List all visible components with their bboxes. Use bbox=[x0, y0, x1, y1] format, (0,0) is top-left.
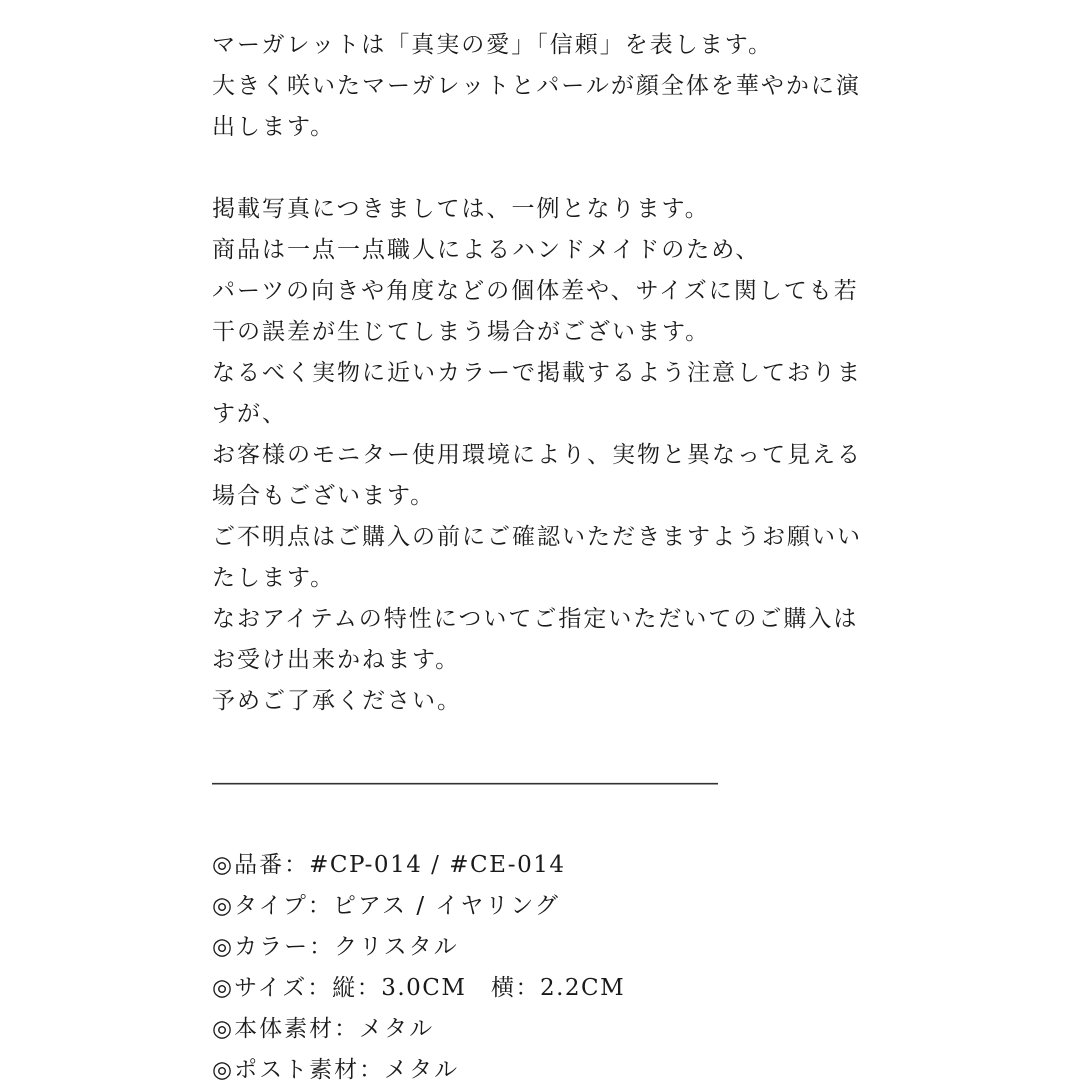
text-line: お受け出来かねます。 bbox=[212, 647, 461, 673]
text-line: 商品は一点一点職人によるハンドメイドのため、 bbox=[212, 237, 761, 263]
spec-label: ◎品番： bbox=[212, 852, 310, 878]
text-line: ご不明点はご購入の前にご確認いただきますようお願いい bbox=[212, 524, 862, 550]
text-line: マーガレットは「真実の愛」「信頼」を表します。 bbox=[212, 32, 773, 58]
spec-item-size bbox=[212, 968, 872, 1009]
text-line: なおアイテムの特性についてご指定いただいてのご購入は bbox=[212, 606, 859, 632]
text-line: パーツの向きや角度などの個体差や、サイズに関しても若 bbox=[212, 278, 859, 304]
spec-item-body-material bbox=[212, 1009, 872, 1050]
spec-value: メタル bbox=[359, 1016, 435, 1042]
spec-label: ◎ポスト素材： bbox=[212, 1057, 385, 1083]
spec-item-color bbox=[212, 927, 872, 968]
notice-paragraph bbox=[212, 189, 872, 722]
product-description bbox=[212, 25, 872, 1091]
spec-value: メタル bbox=[384, 1057, 460, 1083]
spec-list bbox=[212, 845, 872, 1091]
text-line: なるべく実物に近いカラーで掲載するよう注意しておりま bbox=[212, 360, 862, 386]
text-line: すが、 bbox=[212, 401, 287, 427]
text-line: 出します。 bbox=[212, 114, 336, 140]
text-line: たします。 bbox=[212, 565, 336, 591]
section-divider: ―――――――――――――――――――――― bbox=[212, 770, 718, 796]
spacer bbox=[212, 722, 872, 763]
spec-label: ◎カラー： bbox=[212, 934, 335, 960]
spec-label: ◎本体素材： bbox=[212, 1016, 360, 1042]
intro-paragraph bbox=[212, 25, 872, 148]
text-line: 予めご了承ください。 bbox=[212, 688, 462, 714]
spacer bbox=[212, 804, 872, 845]
text-line: 干の誤差が生じてしまう場合がございます。 bbox=[212, 319, 711, 345]
spec-value: クリスタル bbox=[334, 934, 459, 960]
text-line: 掲載写真につきましては、一例となります。 bbox=[212, 196, 710, 222]
text-line: 大きく咲いたマーガレットとパールが顔全体を華やかに演 bbox=[212, 73, 861, 99]
spec-item-number bbox=[212, 845, 872, 886]
spacer bbox=[212, 148, 872, 189]
spec-item-type bbox=[212, 886, 872, 927]
spec-label: ◎サイズ： bbox=[212, 975, 333, 1001]
text-line: お客様のモニター使用環境により、実物と異なって見える bbox=[212, 442, 862, 468]
spec-value: 縦：3.0CM 横：2.2CM bbox=[332, 975, 626, 1001]
spec-value: ピアス / イヤリング bbox=[332, 893, 560, 919]
spec-value: #CP-014 / #CE-014 bbox=[309, 852, 566, 878]
spec-item-post-material bbox=[212, 1050, 872, 1091]
spec-label: ◎タイプ： bbox=[212, 893, 333, 919]
text-line: 場合もございます。 bbox=[212, 483, 436, 509]
